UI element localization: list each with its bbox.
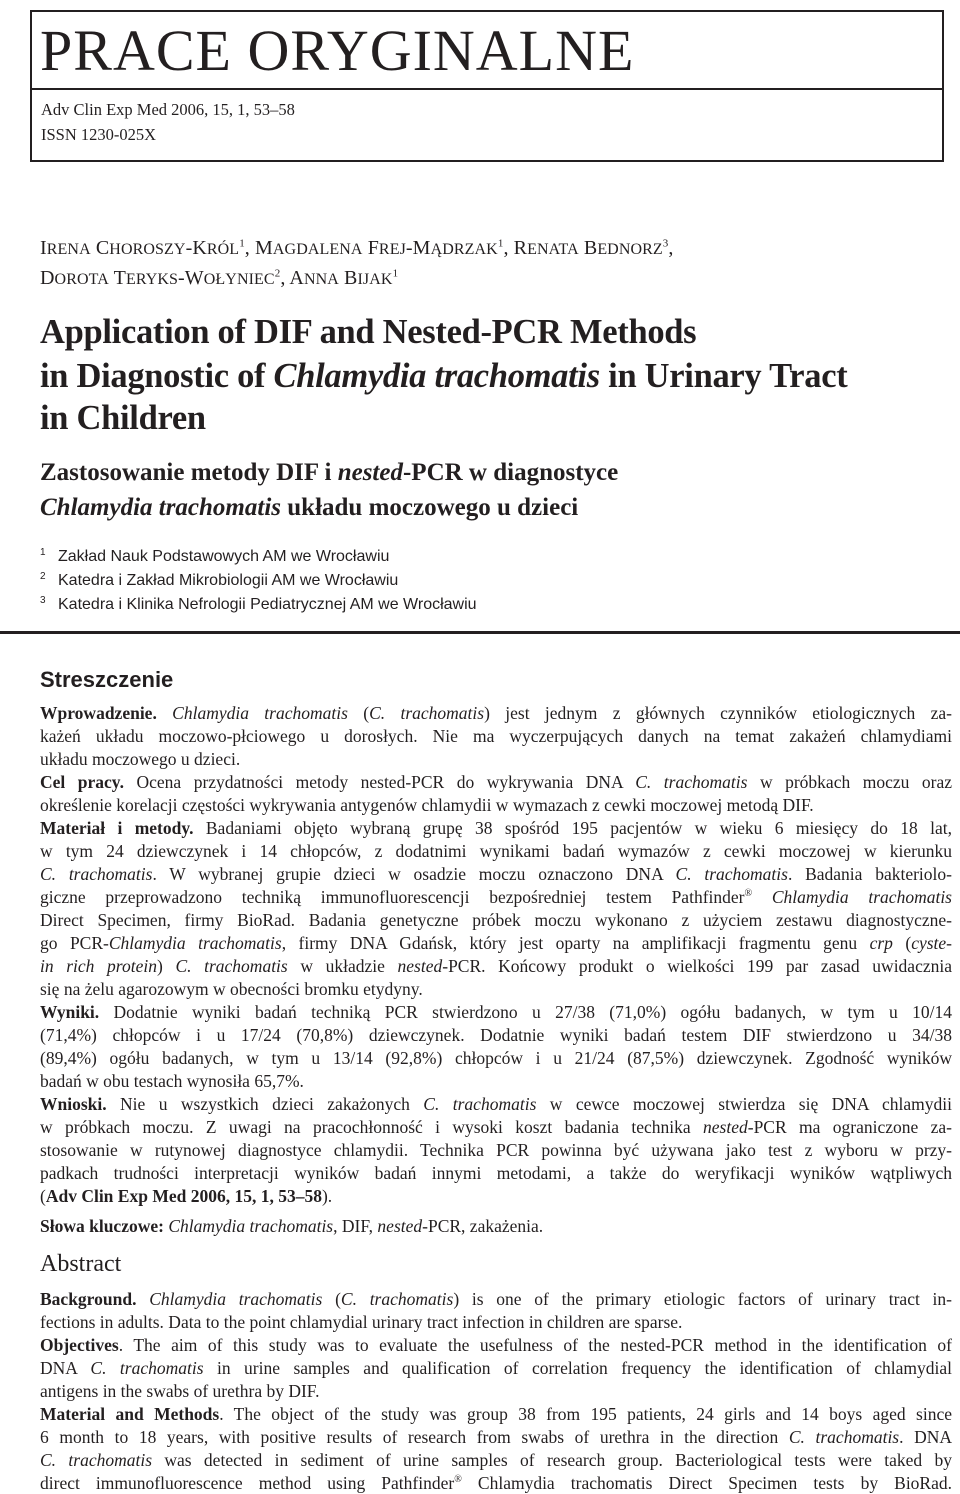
en-line-5: antigens in the swabs of urethra by DIF.: [40, 1381, 320, 1401]
pl-line-18: Wnioski. Nie u wszystkich dzieci zakażonych C. trachomatis w cewce moczowej stwierdza się DNA chlamydii: [40, 1094, 952, 1114]
pl-line-20: stosowanie w rutynowej diagnostyce chlamydii. Technika PCR powinna być używana jako test z wyboru w przy-: [40, 1140, 952, 1160]
en-line-8: C. trachomatis was detected in sediment of urine samples of research group. Bacteriological tests were taked by: [40, 1450, 952, 1470]
pl-line-19: w próbkach moczu. Z uwagi na pracochłonność i wysoki koszt badania technika nested-PCR ma ograniczone za-: [40, 1117, 953, 1137]
pl-line-3: układu moczowego u dzieci.: [40, 749, 241, 769]
en-line-9: direct immunofluorescence method using Pathfinder® Chlamydia trachomatis Direct Specimen tests by BioRad.: [40, 1473, 952, 1493]
affiliation-3: 3 Katedra i Klinika Nefrologii Pediatrycznej AM we Wrocławiu: [40, 595, 477, 613]
pl-line-16: (89,4%) ogółu badanych, w tym u 13/14 (92,8%) chłopców i u 21/24 (87,5%) dziewczynek. Zgodność wyników: [40, 1048, 952, 1068]
pl-line-15: (71,4%) chłopców i u 17/24 (70,8%) dziewczynek. Dodatnie wyniki badań testem DIF stwierdzono u 34/38: [40, 1025, 952, 1045]
en-line-3: Objectives. The aim of this study was to evaluate the usefulness of the nested-PCR method in the identification of: [40, 1335, 952, 1355]
en-line-2: fections in adults. Data to the point chlamydial urinary tract infection in children are sparse.: [40, 1312, 683, 1332]
en-line-7: 6 month to 18 years, with positive results of research from swabs of urethra in the direction C. trachomatis. DNA: [40, 1427, 952, 1447]
pl-line-2: każeń układu moczowo-płciowego u dorosłych. Nie ma wyczerpujących danych na temat zakażeń chlamydiami: [40, 726, 952, 746]
en-line-4: DNA C. trachomatis in urine samples and qualification of correlation frequency the identification of chlamydial: [40, 1358, 952, 1378]
pl-line-5: określenie korelacji częstości wykrywania antygenów chlamydii w wymazach z cewki moczowej metodą DIF.: [40, 795, 814, 815]
en-line-6: Material and Methods. The object of the study was group 38 from 195 patients, 24 girls and 14 boys aged since: [40, 1404, 952, 1424]
pl-line-8: C. trachomatis. W wybranej grupie dzieci w osadzie moczu oznaczono DNA C. trachomatis. Badania bakteriolo-: [40, 864, 952, 884]
pl-line-17: badań w obu testach wynosiła 65,7%.: [40, 1071, 304, 1091]
journal-info-box: [30, 90, 944, 162]
affiliation-2: 2 Katedra i Zakład Mikrobiologii AM we Wrocławiu: [40, 571, 399, 589]
pl-line-22: (Adv Clin Exp Med 2006, 15, 1, 53–58).: [40, 1186, 333, 1206]
pl-line-13: się na żelu agarozowym w obecności bromku etydyny.: [40, 979, 423, 999]
section-title: PRACE ORYGINALNE: [40, 18, 635, 83]
journal-section-box: [30, 10, 944, 90]
title-en-line-1: Application of DIF and Nested-PCR Methods: [40, 313, 697, 351]
pl-line-9: giczne przeprowadzono techniką immunofluorescencji bezpośredniej testem Pathfinder® Chlamydia trachomatis: [40, 887, 952, 907]
issn-line: ISSN 1230-025X: [41, 125, 157, 144]
pl-line-11: go PCR-Chlamydia trachomatis, firmy DNA Gdańsk, który jest oparty na amplifikacji fragmentu genu crp (cyste-: [40, 933, 953, 953]
keywords-pl: Słowa kluczowe: Chlamydia trachomatis, DIF, nested-PCR, zakażenia.: [40, 1216, 544, 1236]
pl-line-1: Wprowadzenie. Chlamydia trachomatis (C. trachomatis) jest jednym z głównych czynników etiologicznych za-: [40, 703, 953, 723]
title-pl-line-1: Zastosowanie metody DIF i nested-PCR w diagnostyce: [40, 459, 619, 486]
pl-line-12: in rich protein) C. trachomatis w układzie nested-PCR. Końcowy produkt o wielkości 199 par zasad uwidacznia: [40, 956, 952, 976]
pl-line-7: w tym 24 dziewczynek i 14 chłopców, z dodatnimi wynikami badań wymazów z cewki moczowej w kierunku: [40, 841, 952, 861]
title-en-line-2: in Diagnostic of Chlamydia trachomatis in Urinary Tract: [40, 357, 848, 395]
abstract-heading: Abstract: [40, 1251, 122, 1277]
pl-line-6: Materiał i metody. Badaniami objęto wybraną grupę 38 spośród 195 pacjentów w wieku 6 miesięcy do 18 lat,: [40, 818, 952, 838]
streszczenie-heading: Streszczenie: [40, 667, 174, 692]
pl-line-4: Cel pracy. Ocena przydatności metody nested-PCR do wykrywania DNA C. trachomatis w próbkach moczu oraz: [40, 772, 953, 792]
pl-line-10: Direct Specimen, firmy BioRad. Badania genetyczne próbek moczu wykonano z użyciem zestawu diagnostyczne-: [40, 910, 952, 930]
authors-line-1: IRENA CHOROSZY-KRÓL$^1$, MAGDALENA FREJ-MĄDRZAK$^1$, RENATA BEDNORZ$^3$,: [40, 237, 674, 259]
en-line-1: Background. Chlamydia trachomatis (C. trachomatis) is one of the primary etiologic factors of urinary tract in-: [40, 1289, 952, 1309]
pl-line-21: padkach trudności interpretacji wyników badań innymi metodami, a także do weryfikacji wyników wątpliwych: [40, 1163, 952, 1183]
citation-line: Adv Clin Exp Med 2006, 15, 1, 53–58: [41, 100, 295, 119]
pl-line-14: Wyniki. Dodatnie wyniki badań techniką PCR stwierdzono u 27/38 (71,0%) ogółu badanych, w tym u 10/14: [40, 1002, 952, 1022]
title-en-line-3: in Children: [40, 399, 206, 437]
section-divider: [0, 631, 960, 634]
affiliation-1: 1 Zakład Nauk Podstawowych AM we Wrocławiu: [40, 547, 390, 565]
authors-line-2: DOROTA TERYKS-WOŁYNIEC$^2$, ANNA BIJAK$^1$: [40, 267, 399, 289]
title-pl-line-2: Chlamydia trachomatis układu moczowego u dzieci: [40, 494, 579, 521]
